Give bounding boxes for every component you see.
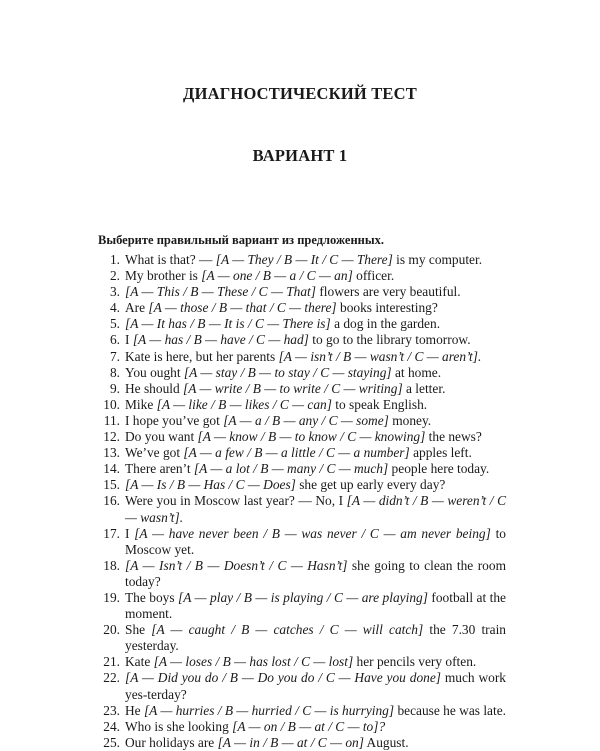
question-item [96,445,506,461]
question-number: 13. [103,445,120,461]
question-number: 19. [103,589,120,605]
question-item [96,252,506,268]
question-stem: Do you want [125,429,198,445]
question-stem: Kate is here, but her parents [125,348,279,364]
answer-options: [A — those / B — that / C — there] [148,300,337,316]
question-item [96,526,506,558]
question-stem: Are [125,300,149,316]
answer-options: [A — didn’t / B — weren’t / C — wasn’t]. [125,493,507,525]
answer-options: [A — a few / B — a little / C — a number] [183,445,410,461]
question-item [96,268,506,284]
question-ending: to speak English. [331,396,428,412]
question-item [96,558,506,590]
question-number: 5. [109,316,120,332]
question-number: 6. [109,332,120,348]
question-ending: football at the moment. [125,589,506,622]
question-item [96,461,506,477]
question-ending: is my computer. [392,252,483,267]
question-item [96,654,506,670]
question-stem: He [125,702,144,718]
question-number: 12. [103,429,120,445]
question-ending: her pencils very often. [353,654,477,670]
question-ending: because he was late. [394,702,506,718]
question-text [125,461,506,477]
page-title: ДИАГНОСТИЧЕСКИЙ ТЕСТ [183,84,417,103]
question-stem: Who is she looking [125,718,233,734]
question-number: 15. [103,477,120,493]
question-number: 9. [109,380,120,396]
question-text [125,493,506,525]
question-item [96,477,506,493]
variant-title: ВАРИАНТ 1 [252,146,348,165]
question-ending: people here today. [388,461,490,477]
question-stem: There aren’t [125,461,194,477]
answer-options: [A — caught / B — catches / C — will catch] [151,622,424,638]
question-text [125,300,506,316]
question-ending: flowers are very beautiful. [315,284,461,300]
answer-options: [A — Isn’t / B — Doesn’t / C — Hasn’t] [125,557,348,573]
question-stem: I [125,332,133,348]
answer-options: [A — has / B — have / C — had] [132,332,309,348]
question-item [96,397,506,413]
question-item [96,413,506,429]
question-stem: She [125,622,152,638]
question-number: 8. [109,364,120,380]
question-number: 1. [109,252,120,267]
question-stem: We’ve got [125,445,184,461]
question-stem: Our holidays are [125,734,218,750]
answer-options: [A — This / B — These / C — That] [125,284,316,300]
question-stem: Mike [125,396,157,412]
question-text [125,381,506,397]
answer-options: [A — know / B — to know / C — knowing] [197,429,426,445]
question-ending: to Moscow yet. [125,525,506,557]
question-number: 18. [103,557,120,573]
question-ending: a letter. [402,380,446,396]
answer-options: [A — play / B — is playing / C — are playing] [178,589,428,605]
question-list [96,252,506,751]
question-text [125,719,506,735]
question-ending: money. [388,412,432,428]
question-number: 20. [103,622,120,638]
question-ending: August. [363,734,409,750]
question-text [125,558,506,590]
question-text [125,268,506,284]
question-text [125,332,506,348]
question-number: 4. [109,300,120,316]
question-stem: You ought [125,364,184,380]
question-text [125,622,506,654]
question-number: 21. [103,654,120,670]
question-text [125,445,506,461]
question-stem: The boys [125,589,179,605]
question-text [125,284,506,300]
question-ending: apples left. [409,445,472,461]
question-ending: she get up early every day? [295,477,446,493]
question-ending: much work yes-terday? [125,670,507,702]
question-item [96,590,506,622]
question-number: 24. [103,718,120,734]
question-number: 25. [103,734,120,750]
question-text [125,477,506,493]
answer-options: [A — hurries / B — hurried / C — is hurrying] [143,702,395,718]
question-text [125,735,506,751]
question-number: 11. [103,412,120,428]
question-ending: the 7.30 train yesterday. [125,622,506,654]
question-ending: at home. [391,364,442,380]
question-item [96,703,506,719]
question-number: 17. [103,525,120,541]
question-stem: Kate [125,654,154,670]
question-item [96,381,506,397]
question-number: 23. [103,702,120,718]
question-text [125,349,506,365]
question-stem: He should [125,380,184,396]
question-text [125,703,506,719]
question-item [96,300,506,316]
question-text [125,526,506,558]
question-item [96,284,506,300]
question-text [125,397,506,413]
question-text [125,654,506,670]
answer-options: [A — in / B — at / C — on] [217,734,364,750]
question-text [125,413,506,429]
question-ending: to go to the library tomorrow. [308,332,471,348]
answer-options: [A — They / B — It / C — There] [215,252,393,267]
question-ending: a dog in the garden. [330,316,441,332]
question-item [96,365,506,381]
question-stem: I [125,525,135,541]
question-number: 7. [109,348,120,364]
question-item [96,622,506,654]
answer-options: [A — Did you do / B — Do you do / C — Have you done] [125,670,441,686]
answer-options: [A — loses / B — has lost / C — lost] [153,654,354,670]
question-number: 14. [103,461,120,477]
question-ending: she going to clean the room today? [125,557,506,589]
question-text [125,252,506,268]
question-number: 22. [103,670,120,686]
question-item [96,349,506,365]
question-ending: books interesting? [336,300,438,316]
question-item [96,429,506,445]
question-number: 2. [109,268,120,284]
answer-options: [A — a / B — any / C — some] [223,412,389,428]
question-stem: What is that? — [125,252,216,267]
answer-options: [A — Is / B — Has / C — Does] [125,477,296,493]
question-item [96,493,506,525]
question-stem: My brother is [125,268,202,284]
instruction-text: Выберите правильный вариант из предложенных. [98,233,384,247]
answer-options: [A — write / B — to write / C — writing] [183,380,403,396]
question-stem: I hope you’ve got [125,412,224,428]
question-text [125,429,506,445]
question-ending: officer. [352,268,395,284]
answer-options: [A — isn’t / B — wasn’t / C — aren’t]. [278,348,482,364]
question-stem: Were you in Moscow last year? — No, I [125,493,347,509]
question-item [96,719,506,735]
question-item [96,670,506,702]
answer-options: [A — have never been / B — was never / C — am never being] [134,525,491,541]
question-item [96,316,506,332]
answer-options: [A — one / B — a / C — an] [201,268,353,284]
answer-options: [A — stay / B — to stay / C — staying] [183,364,392,380]
answer-options: [A — It has / B — It is / C — There is] [125,316,331,332]
question-ending: the news? [425,429,482,445]
question-text [125,590,506,622]
question-number: 10. [103,396,120,412]
answer-options: [A — on / B — at / C — to]? [232,718,386,734]
question-item [96,735,506,751]
question-number: 16. [103,493,120,509]
question-text [125,365,506,381]
question-number: 3. [109,284,120,300]
answer-options: [A — a lot / B — many / C — much] [193,461,389,477]
question-item [96,332,506,348]
question-text [125,316,506,332]
question-text [125,670,506,702]
answer-options: [A — like / B — likes / C — can] [156,396,332,412]
